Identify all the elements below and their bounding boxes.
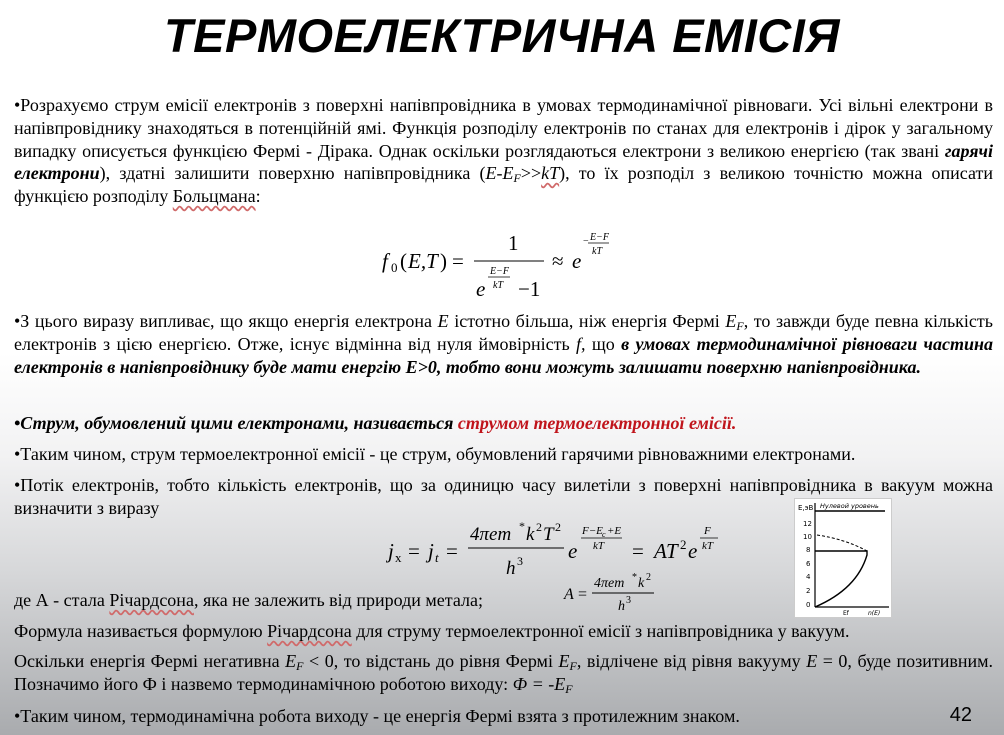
richardson-constant-formula [562,572,672,616]
svg-text:x: x [395,550,402,565]
svg-text:2: 2 [806,587,811,595]
paragraph-conclusion: •Таким чином, термодинамічна робота виходу - це енергія Фермі взята з протилежним знаком. [14,706,740,726]
paragraph-definition: •Струм, обумовлений цими електронами, називається струмом термоелектронної емісії. [14,413,737,433]
svg-text:4: 4 [806,573,811,581]
svg-text:−1: −1 [518,277,541,301]
svg-text:T: T [543,524,554,545]
svg-text:AT: AT [654,539,678,563]
svg-text:3: 3 [517,554,523,568]
svg-text:+E: +E [607,525,622,537]
svg-text:e: e [688,539,698,563]
svg-text:−: − [583,236,589,247]
svg-text:2: 2 [646,572,651,583]
richardson-current-formula [386,518,736,582]
graph-xtick: Ef [843,610,849,617]
svg-text:0: 0 [391,260,398,275]
graph-caption: Нулевой уровень [820,502,879,510]
slide-title: ТЕРМОЕЛЕКТРИЧНА ЕМІСІЯ [163,9,841,62]
svg-text:=: = [446,539,458,563]
page-number: 42 [949,704,972,726]
svg-text:kT: kT [592,246,602,257]
paragraph-probability: •З цього виразу випливає, що якщо енергія електрона E істотно більша, ніж енергія Фермі $E_F$, то завжди буде певна кількість електронів з цією енергією. Отже, існує відмінна від нуля ймовірність f, що в умовах термодинамічної рівноваги частина електронів в напівпровіднику буде мати енергію Е>0, тобто вони можуть залишати поверхню напівпровідника. [14,311,993,377]
paragraph-work-function: Оскільки енергія Фермі негативна $E_F < 0$, то відстань до рівня Фермі $E_F$, відлічене від рівня вакууму E = 0, буде позитивним. Позначимо його Ф і назвемо термодинамічною роботою виходу: $Ф = -E_F$ [14,651,993,696]
svg-text:E−F: E−F [490,266,509,277]
svg-text:2: 2 [536,520,542,534]
svg-text:E,T: E,T [408,249,438,273]
svg-text:k: k [526,524,535,545]
svg-text:=: = [578,586,588,603]
svg-text:kT: kT [702,540,713,552]
svg-text:12: 12 [803,520,812,528]
svg-text:≈: ≈ [552,249,564,273]
svg-text:f: f [382,249,388,273]
graph-xlabel: n(E) [868,610,881,617]
svg-text:e: e [568,539,578,563]
svg-text:h: h [618,599,625,614]
svg-text:6: 6 [806,560,811,568]
svg-text:1: 1 [508,231,519,255]
svg-text:=: = [452,249,464,273]
paragraph-richardson-constant: де А - стала Річардсона, яка не залежить від природи метала; [14,590,483,610]
svg-text:8: 8 [806,546,811,554]
svg-text:kT: kT [593,540,604,552]
paragraph-formula-name: Формула називається формулою Річардсона для струму термоелектронної емісії з напівпровідника у вакуум. [14,621,850,641]
svg-text:h: h [506,558,516,579]
svg-text:E−F: E−F [590,232,609,243]
paragraph-intro: •Розрахуємо струм емісії електронів з поверхні напівпровідника в умовах термодинамічної рівноваги. Усі вільні електрони в напівпровіднику знаходяться в потенційній ямі. Функція розподілу електронів по станах для електронів і дірок у загальному випадку описується функцією Фермі - Дірака. Однак оскільки розглядаються електрони з великою енергією (так звані гарячі електрони), здатні залишити поверхню напівпровідника $(E-E_F>>kT)$, то їх розподіл з великою точністю можна описати функцією розподілу Больцмана: [14,95,993,207]
svg-text:2: 2 [555,520,561,534]
paragraph-summary: •Таким чином, струм термоелектронної емісії - це струм, обумовлений гарячими рівноважними електронами. [14,444,856,464]
svg-text:kT: kT [493,280,503,291]
svg-text:A: A [564,586,574,603]
svg-text:*: * [519,519,525,533]
boltzmann-formula [380,230,610,302]
svg-text:j: j [428,539,434,563]
svg-text:(: ( [400,249,407,273]
svg-text:j: j [388,539,394,563]
svg-text:F: F [704,525,711,537]
svg-text:c: c [602,530,606,539]
svg-text:=: = [632,539,644,563]
svg-text:10: 10 [803,533,812,541]
svg-text:k: k [638,576,645,591]
svg-text:4πem: 4πem [594,576,625,591]
graph-ylabel: E,эВ [798,504,814,512]
svg-text:=: = [408,539,420,563]
svg-text:4πem: 4πem [470,524,512,545]
svg-text:): ) [440,249,447,273]
svg-text:2: 2 [680,537,687,552]
svg-text:e: e [572,249,582,273]
svg-text:*: * [632,572,637,583]
svg-text:F−E: F−E [582,525,603,537]
svg-text:3: 3 [626,595,631,606]
svg-text:0: 0 [806,601,811,609]
svg-text:e: e [476,277,486,301]
paragraph-flux: •Потік електронів, тобто кількість електронів, що за одиницю часу вилетіли з поверхні напівпровідника в вакуум можна визначити з виразу [14,475,993,518]
svg-text:t: t [435,550,439,565]
